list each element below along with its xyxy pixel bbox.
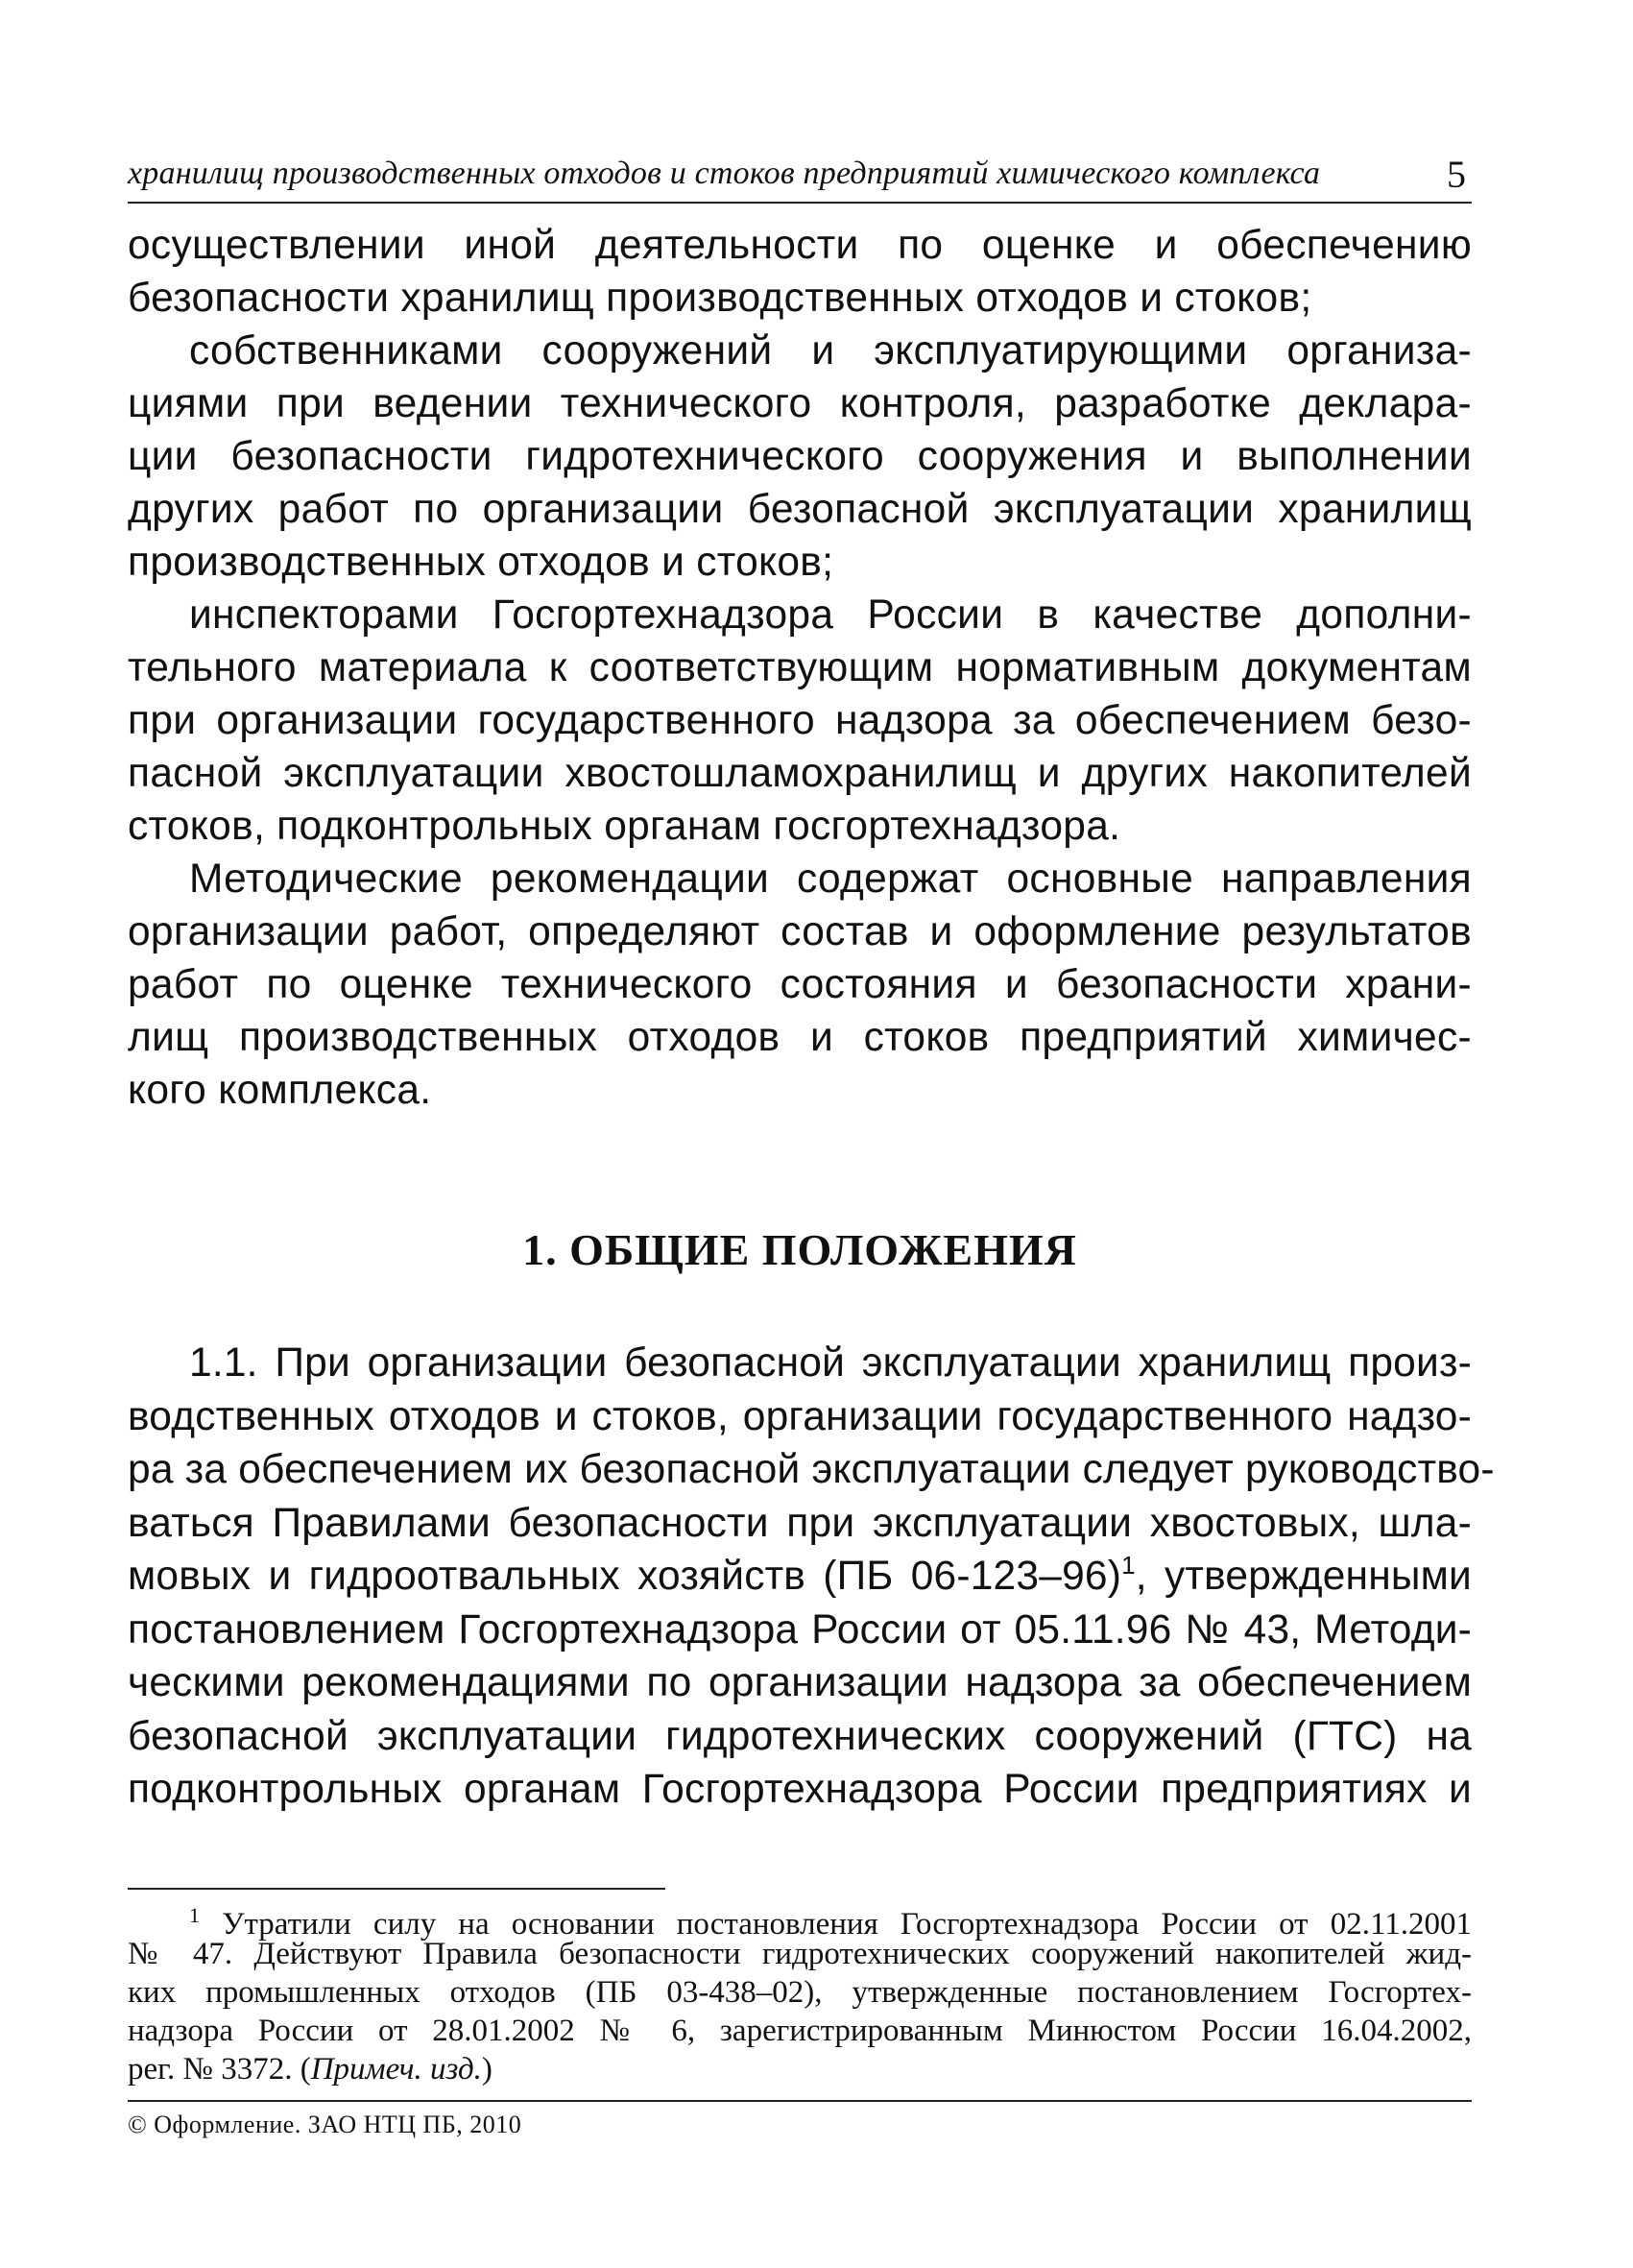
footnote-reference: 1: [1121, 1551, 1136, 1580]
text-line: ваться Правилами безопасности при эксплуатации хвостовых, шла-: [128, 1500, 1472, 1546]
line-text: ): [481, 2052, 492, 2087]
text-line: организации работ, определяют состав и оформление результатов: [128, 909, 1472, 954]
text-line: [128, 2050, 1472, 2088]
editor-note: Примеч. изд.: [310, 2052, 482, 2087]
running-header: [128, 152, 1472, 204]
text-line: водственных отходов и стоков, организации государственного надзо-: [128, 1393, 1472, 1439]
text-line: [128, 1550, 1472, 1604]
text-line: осуществлении иной деятельности по оценке и обеспечению: [128, 223, 1472, 268]
text-line: ции безопасности гидротехнического сооружения и выполнении: [128, 434, 1472, 479]
text-line: безопасной эксплуатации гидротехнических сооружений (ГТС) на: [128, 1713, 1472, 1759]
text-line: пасной эксплуатации хвостошламохранилищ и других накопителей: [128, 751, 1472, 796]
text-line: постановлением Госгортехнадзора России от 05.11.96 № 43, Методи-: [128, 1606, 1472, 1653]
text-line: циями при ведении технического контроля, разработке деклара-: [128, 381, 1472, 426]
text-line: при организации государственного надзора за обеспечением безо-: [128, 698, 1472, 743]
text-line: ра за обеспечением их безопасной эксплуатации следует руководство-: [128, 1447, 1495, 1492]
text-line: ких промышленных отходов (ПБ 03-438–02), утвержденные постановлением Госгортех-: [128, 1975, 1472, 2010]
text-line: ческими рекомендациями по организации надзора за обеспечением: [128, 1660, 1472, 1705]
text-line: № 47. Действуют Правила безопасности гидротехнических сооружений накопителей жид-: [128, 1937, 1472, 1971]
text-line: инспекторами Госгортехнадзора России в качестве дополни-: [189, 592, 1472, 638]
text-line: [128, 1896, 1472, 1942]
text-line: работ по оценке технического состояния и безопасности храни-: [128, 962, 1472, 1007]
text-line: собственниками сооружений и эксплуатирующими организа-: [189, 328, 1472, 374]
line-text: , утвержденными: [1135, 1554, 1472, 1599]
text-line: Методические рекомендации содержат основные направления: [189, 857, 1472, 902]
text-line: 1.1. При организации безопасной эксплуатации хранилищ произ-: [189, 1340, 1472, 1386]
line-text: мовых и гидроотвальных хозяйств (ПБ 06-123–96): [128, 1554, 1122, 1599]
section-text: [128, 1337, 1495, 1817]
footer-divider: [128, 2100, 1472, 2102]
line-text: Утратили силу на основании постановления Госгортехнадзора России от 02.11.2001: [200, 1907, 1472, 1942]
intro-text: [128, 219, 1472, 1117]
footnote: [128, 1896, 1472, 2088]
footnote-divider: [128, 1888, 665, 1890]
line-text: рег. № 3372. (: [128, 2052, 311, 2087]
copyright-notice: © Оформление. ЗАО НТЦ ПБ, 2010: [128, 2111, 522, 2138]
running-title: хранилищ производственных отходов и стоков предприятий химического комплекса: [128, 156, 1321, 191]
text-line: стоков, подконтрольных органам госгортехнадзора.: [128, 804, 1121, 849]
text-line: тельного материала к соответствующим нормативным документам: [128, 645, 1472, 690]
text-line: производственных отходов и стоков;: [128, 540, 834, 585]
text-line: безопасности хранилищ производственных отходов и стоков;: [128, 276, 1312, 321]
section-heading: 1. ОБЩИЕ ПОЛОЖЕНИЯ: [522, 1225, 1077, 1274]
text-line: кого комплекса.: [128, 1068, 432, 1113]
text-line: подконтрольных органам Госгортехнадзора России предприятиях и: [128, 1767, 1472, 1812]
page-number: 5: [1447, 153, 1466, 196]
footnote-marker: 1: [189, 1903, 200, 1927]
text-line: надзора России от 28.01.2002 № 6, зарегистрированным Минюстом России 16.04.2002,: [128, 2014, 1472, 2048]
text-line: других работ по организации безопасной эксплуатации хранилищ: [128, 487, 1472, 532]
text-line: лищ производственных отходов и стоков предприятий химичес-: [128, 1015, 1472, 1060]
